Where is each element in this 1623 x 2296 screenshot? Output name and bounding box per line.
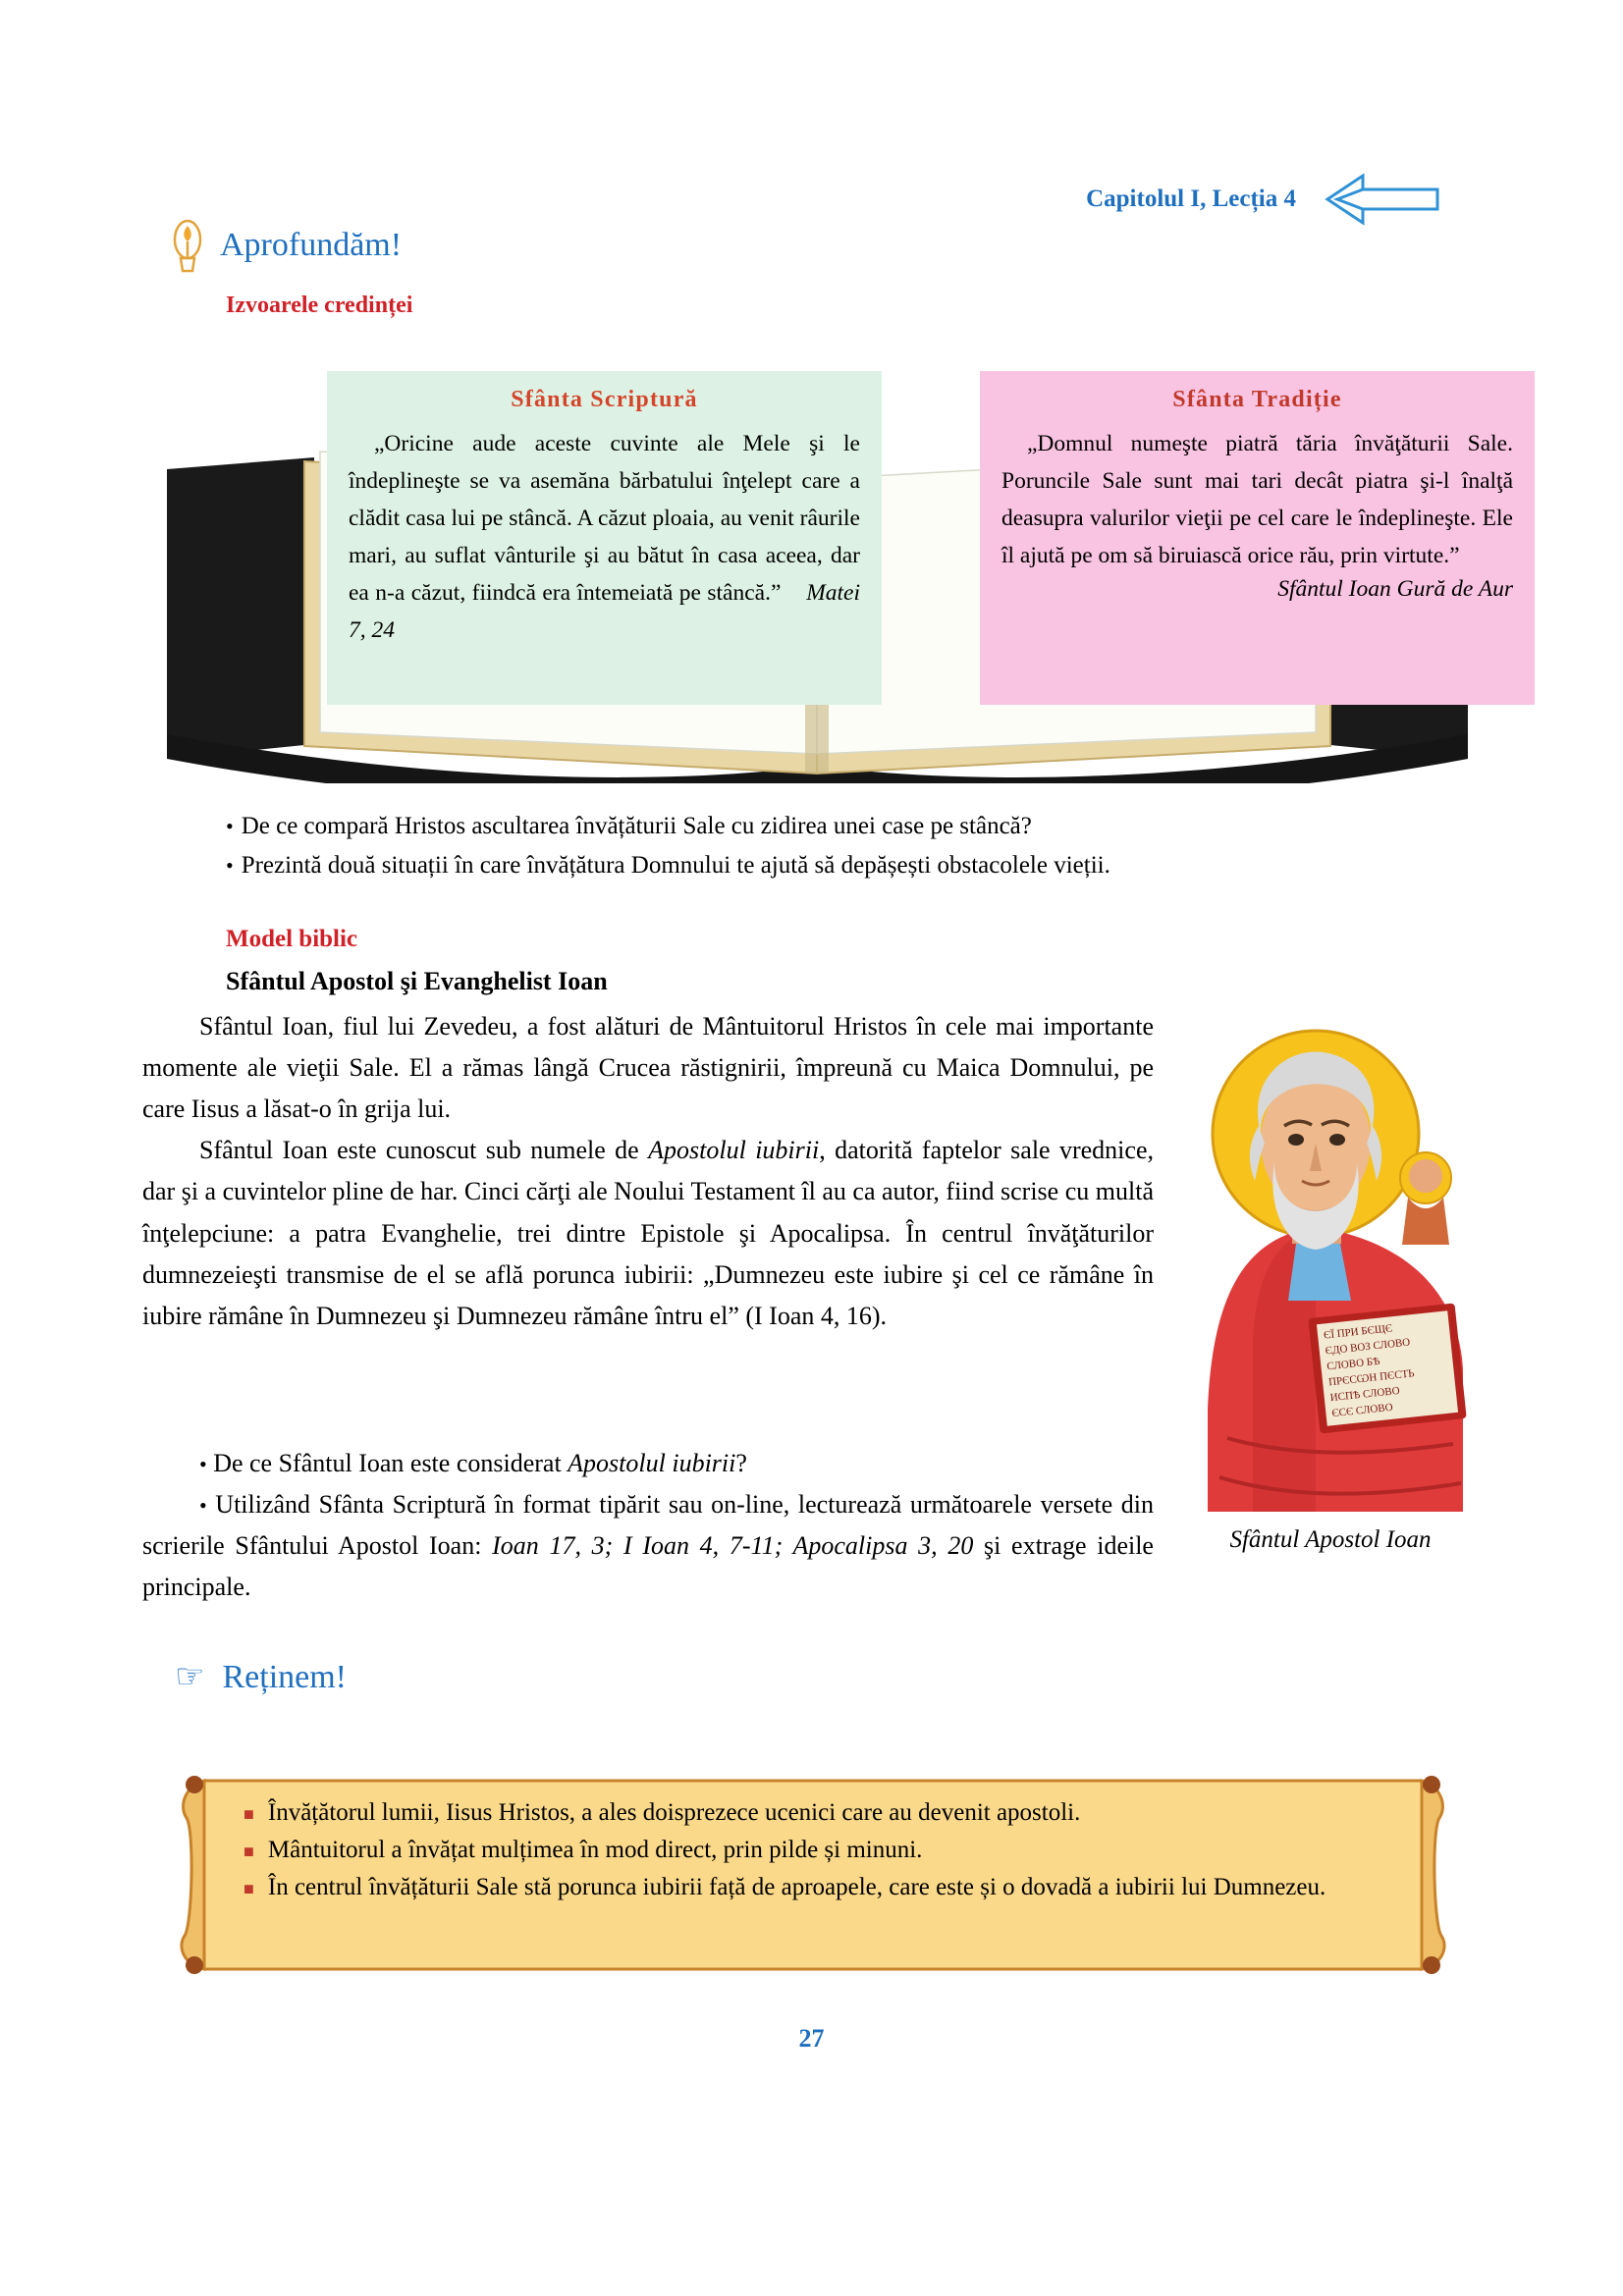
list-item: • De ce Sfântul Ioan este considerat Apostolul iubirii? <box>199 1449 747 1477</box>
saint-john-icon-illustration <box>1168 1016 1492 1517</box>
paragraph-1: Sfântul Ioan, fiul lui Zevedeu, a fost alături de Mântuitorul Hristos în cele mai importante momente ale vieţii Sale. El a rămas lângă Crucea răstignirii, împreună cu Maica Domnului, pe care Iisus a lăsat-o în grija lui. <box>142 1012 1154 1124</box>
tradition-heading: Sfânta Tradiție <box>1172 387 1342 412</box>
bullet-dot-icon: • <box>226 814 234 838</box>
retinem-scroll-box <box>165 1767 1461 1983</box>
square-bullet-icon: ■ <box>243 1842 254 1861</box>
list-item <box>243 1869 1387 1906</box>
open-book-illustration <box>157 342 1513 783</box>
tradition-source: Sfântul Ioan Gură de Aur <box>1277 576 1513 603</box>
section-retinem-heading <box>175 1659 347 1696</box>
candle-icon <box>169 218 206 273</box>
svg-text:ПРЄСѠН ПЄСТЬ: ПРЄСѠН ПЄСТЬ <box>1327 1367 1416 1389</box>
izvoarele-credintei-subtitle: Izvoarele credinței <box>226 293 413 318</box>
tradition-panel <box>980 371 1535 705</box>
left-arrow-icon[interactable] <box>1324 172 1441 227</box>
tradition-quote: „Domnul numeşte piatră tăria învăţăturii Sale. Poruncile Sale sunt mai tari decât piatra şi-l înalţă deasupra valurilor vieţii pe cel care le îndeplineşte. Ele îl ajută pe om să biruiască orice rău, prin virtute.” <box>1001 431 1513 569</box>
page-header <box>1086 172 1441 227</box>
scripture-source: Matei 7, 24 <box>349 580 861 644</box>
model-biblic-label: Model biblic <box>226 926 358 952</box>
page-number: 27 <box>798 2024 825 2053</box>
questions-list-1 <box>226 807 1453 885</box>
square-bullet-icon: ■ <box>243 1879 254 1898</box>
list-item: • Utilizând Sfânta Scriptură în format tipărit sau on-line, lecturează următoarele versete din scrierile Sfântului Apostol Ioan: Ioan 17, 3; I Ioan 4, 7-11; Apocalipsa 3, 20 şi extrage ideile principale. <box>142 1490 1154 1602</box>
section-approfundam-heading <box>169 218 402 273</box>
svg-text:СЛОВО БѢ: СЛОВО БѢ <box>1325 1355 1381 1373</box>
bullet-dot-icon: • <box>199 1493 207 1519</box>
paragraph-2: Sfântul Ioan este cunoscut sub numele de Apostolul iubirii, datorită faptelor sale vrednice, dar şi a cuvintelor pline de har. Cinci cărţi ale Noului Testament îl au ca autor, fiind scrise cu multă înţelepciune: a patra Evanghelie, trei dintre Epistole şi Apocalipsa. În centrul învăţăturilor dumnezeieşti transmise de el se află porunca iubirii: „Dumnezeu este iubire şi cel ce rămâne în iubire rămâne în Dumnezeu şi Dumnezeu rămâne întru el” (I Ioan 4, 16). <box>142 1136 1154 1330</box>
bullet-dot-icon: • <box>226 853 234 878</box>
svg-text:ЄЇ ПРИ БЄЩЄ: ЄЇ ПРИ БЄЩЄ <box>1323 1322 1393 1342</box>
list-item <box>243 1794 1387 1832</box>
retinem-items <box>243 1794 1387 1906</box>
list-item <box>226 807 1453 846</box>
pointing-hand-icon: ☞ <box>175 1659 205 1695</box>
svg-text:ИСПѢ СЛОВО: ИСПѢ СЛОВО <box>1329 1384 1401 1405</box>
retinem-item-text: Învățătorul lumii, Iisus Hristos, a ales doisprezece ucenici care au devenit apostoli. <box>267 1799 1081 1826</box>
retinem-title: Reținem! <box>222 1659 348 1695</box>
retinem-item-text: În centrul învățăturii Sale stă porunca iubirii față de aproapele, care este și o dovadă a iubirii lui Dumnezeu. <box>267 1874 1326 1900</box>
saint-image-caption: Sfântul Apostol Ioan <box>1229 1526 1432 1553</box>
bullet-dot-icon: • <box>199 1452 207 1476</box>
svg-text:ЄСЄ СЛОВО: ЄСЄ СЛОВО <box>1330 1401 1394 1420</box>
svg-text:ЄДО ВОЗ СЛОВО: ЄДО ВОЗ СЛОВО <box>1325 1336 1411 1358</box>
scripture-quote: „Oricine aude aceste cuvinte ale Mele şi le îndeplineşte se va asemăna bărbatului înţelept care a clădit casa lui pe stâncă. A căzut ploaia, au venit râurile mari, au suflat vânturile şi au bătut în casa aceea, dar ea n-a căzut, fiindcă era întemeiată pe stâncă.” Matei 7, 24 <box>349 431 861 644</box>
saint-name-heading: Sfântul Apostol şi Evanghelist Ioan <box>226 967 608 995</box>
list-item <box>243 1832 1387 1869</box>
scripture-panel <box>327 371 882 705</box>
scripture-heading: Sfânta Scriptură <box>511 387 698 412</box>
model-biblic-body <box>142 1006 1154 1337</box>
retinem-item-text: Mântuitorul a învățat mulțimea în mod direct, prin pilde și minuni. <box>267 1837 923 1863</box>
chapter-lesson-label: Capitolul I, Lecția 4 <box>1086 186 1296 212</box>
approfundam-title: Aprofundăm! <box>220 227 403 263</box>
saint-john-drawing <box>1168 1016 1492 1517</box>
question-text: De ce compară Hristos ascultarea învățăturii Sale cu zidirea unei case pe stâncă? <box>241 813 1032 839</box>
question-text: Prezintă două situații în care învățătura Domnului te ajută să depășești obstacolele vieții. <box>241 852 1110 879</box>
square-bullet-icon: ■ <box>243 1804 254 1824</box>
questions-list-2 <box>142 1443 1154 1608</box>
list-item <box>226 846 1453 885</box>
